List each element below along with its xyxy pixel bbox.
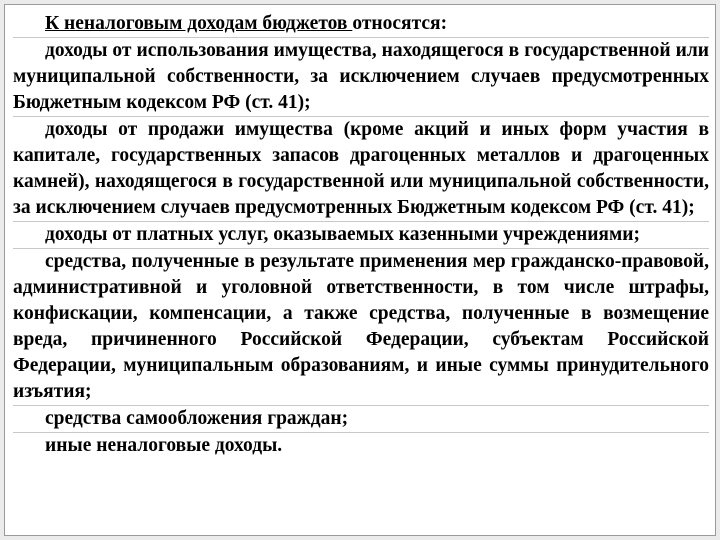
heading-paragraph <box>13 11 709 38</box>
list-item: иные неналоговые доходы. <box>45 435 283 456</box>
heading-rest-text: относятся: <box>352 13 448 34</box>
heading-underlined-text: К неналоговым доходам бюджетов <box>45 13 353 34</box>
list-item: средства, полученные в результате применения мер гражданско-правовой, административной и уголовной ответственности, в том числе штрафы, конфискации, компенсации, а также средства, полученные в возмещение вреда, причиненного Российской Федерации, субъектам Российской Федерации, муниципальным образованиям, и иные суммы принудительного изъятия; <box>13 249 709 406</box>
list-item: доходы от использования имущества, находящегося в государственной или муниципальной собственности, за исключением случаев предусмотренных Бюджетным кодексом РФ (ст. 41); <box>13 38 709 117</box>
slide-content <box>13 11 709 459</box>
slide <box>4 4 716 536</box>
list-item: доходы от платных услуг, оказываемых казенными учреждениями; <box>13 222 709 249</box>
list-item: доходы от продажи имущества (кроме акций и иных форм участия в капитале, государственных запасов драгоценных металлов и драгоценных камней), находящегося в государственной или муниципальной собственности, за исключением случаев предусмотренных Бюджетным кодексом РФ (ст. 41); <box>13 117 709 222</box>
list-item: средства самообложения граждан; <box>13 406 709 433</box>
